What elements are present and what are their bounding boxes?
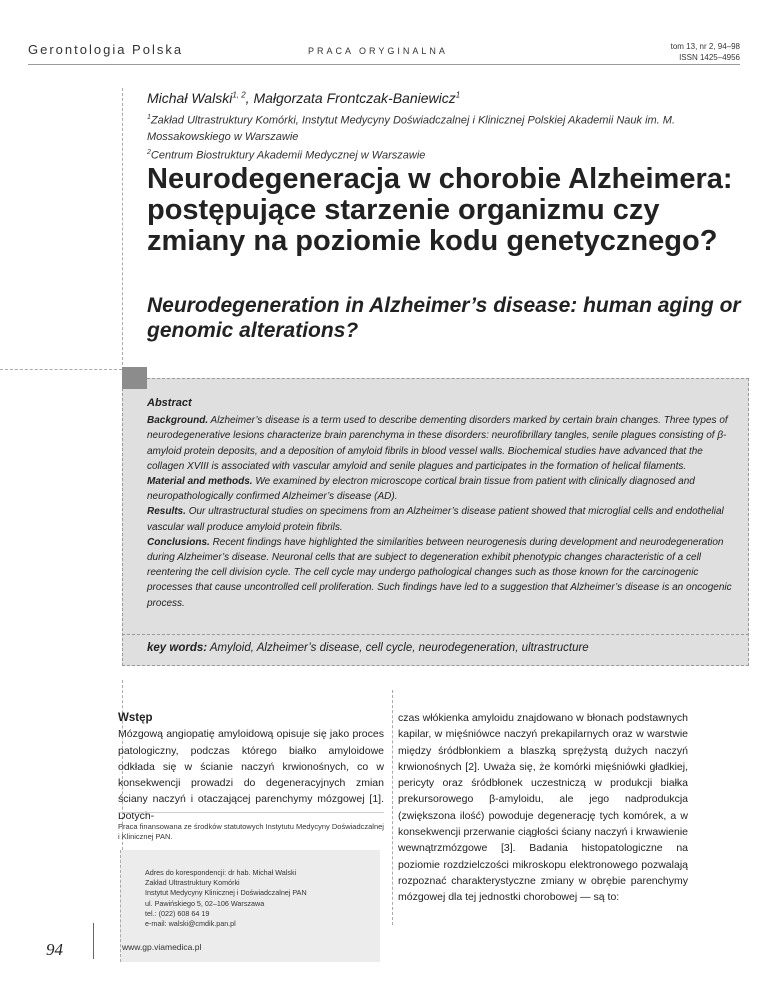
abstract-content <box>147 396 742 611</box>
affiliation-1-text: Zakład Ultrastruktury Komórki, Instytut Medycyny Doświadczalnej i Klinicznej Polskiej Akademii Nauk im. M. Mossakowskiego w Warszawie <box>147 114 676 143</box>
methods-label: Material and methods. <box>147 476 253 488</box>
intro-heading: Wstęp <box>118 712 153 724</box>
page-number: 94 <box>46 940 63 959</box>
address-email: e-mail: walski@cmdik.pan.pl <box>145 919 236 929</box>
funding-rule <box>118 812 384 813</box>
results-label: Results. <box>147 506 186 518</box>
volume-issue-pages: tom 13, nr 2, 94–98 <box>670 42 740 51</box>
keywords-divider <box>122 634 749 635</box>
affiliations <box>147 110 747 163</box>
results-text: Our ultrastructural studies on specimens from an Alzheimer’s disease patient showed that microglial cells and endothelial vascular wall produce amyloid protein fibrils. <box>147 506 724 533</box>
correspondence-address <box>145 868 375 929</box>
affiliation-1 <box>147 110 747 145</box>
keywords-text: Amyloid, Alzheimer’s disease, cell cycle, neurodegeneration, ultrastructure <box>209 642 589 654</box>
address-line: Instytut Medycyny Klinicznej i Doświadczalnej PAN <box>145 888 307 898</box>
author-2-affil: 1 <box>455 90 461 100</box>
abstract-heading: Abstract <box>147 397 192 409</box>
keywords-label: key words: <box>147 642 208 654</box>
journal-name: Gerontologia Polska <box>28 42 184 57</box>
conclusions-label: Conclusions. <box>147 536 210 548</box>
affiliation-1-num: 1 <box>147 114 151 121</box>
address-line: Zakład Ultrastruktury Komórki <box>145 878 240 888</box>
keywords <box>147 642 742 654</box>
conclusions-text: Recent findings have highlighted the similarities between neurogenesis during development and neurodegeneration during Alzheimer’s disease. Neuronal cells that are subject to degeneration exhibit phenotypic changes characteristic of a cell reentering the cell division cycle. The cell cycle may undergo pathological changes such as those known for the carcinogenic processes that cause uncontrolled cell proliferation. Such findings have led to a suggestion that Alzheimer’s disease is an oncogenic process. <box>147 536 732 609</box>
author-1-affil: 1, 2 <box>232 90 246 100</box>
title-polish: Neurodegeneracja w chorobie Alzheimera: postępujące starzenie organizmu czy zmiany na poziomie kodu genetycznego? <box>147 163 733 257</box>
journal-url: www.gp.viamedica.pl <box>122 942 202 952</box>
left-guide-line <box>122 88 123 370</box>
section-divider <box>0 369 122 370</box>
column-guide-line <box>392 690 393 925</box>
author-2: Małgorzata Frontczak-Baniewicz <box>253 90 456 106</box>
author-1: Michał Walski <box>147 90 233 106</box>
header-rule <box>28 64 740 65</box>
body-column-1 <box>118 710 384 824</box>
affiliation-2-num: 2 <box>147 148 151 156</box>
title-english: Neurodegeneration in Alzheimer’s disease: human aging or genomic alterations? <box>147 294 741 342</box>
affiliation-2-text: Centrum Biostruktury Akademii Medycznej w Warszawie <box>150 149 426 162</box>
address-line: tel.: (022) 608 64 19 <box>145 908 210 918</box>
footer-rule <box>93 923 94 959</box>
address-line: Adres do korespondencji: dr hab. Michał Walski <box>145 868 297 877</box>
abstract-marker <box>122 367 147 389</box>
author-separator: , <box>245 90 254 106</box>
author-list <box>147 90 460 106</box>
background-text: Alzheimer’s disease is a term used to describe dementing disorders marked by certain brain changes. Three types of neurodegenerative lesions characterize brain parenchyma in these disorders: neurofibrillary tangles, senile plagues consisting of β-amyloid protein deposits, and a deposition of amyloid fibrils in blood vessel walls. Biochemical studies have advanced that the collagen XVIII is associated with vascular amyloid and senile plagues and participates in the formation of helical filaments. <box>147 415 728 472</box>
affiliation-2 <box>147 145 747 164</box>
address-line: ul. Pawińskiego 5, 02–106 Warszawa <box>145 898 265 908</box>
background-label: Background. <box>147 415 209 427</box>
issn: ISSN 1425–4956 <box>679 53 740 62</box>
body-column-2: czas włókienka amyloidu znajdowano w błonach podstawnych kapilar, w mięśniówce naczyń prekapilarnych oraz w warstwie między śródbłonkiem a blaszką sprężystą dużych naczyń krwionośnych [2]. Uważa się, że komórki mięśniówki gładkiej, pericyty oraz śródbłonek uczestniczą w produkcji białka prekursorowego β-amyloidu, ale jego nadprodukcja (zwiększona ilość) powoduje degenerację tych komórek, a w konsekwencji przerwanie ciągłości ściany naczyń i krwawienie wewnątrzmózgowe [3]. Badania histopatologiczne na poziomie rozdzielczości mikroskopu elektronowego pozwalają rozpoznać charakterystyczne zmiany w obrębie parenchymy mózgowej dla tej jednostki chorobowej — są to: <box>398 712 688 904</box>
article-type: PRACA ORYGINALNA <box>308 46 448 56</box>
funding-note: Praca finansowana ze środków statutowych Instytutu Medycyny Doświadczalnej i Klinicznej PAN. <box>118 822 384 841</box>
methods-text: We examined by electron microscope cortical brain tissue from patient with clinically diagnosed and neuropathologically confirmed Alzheimer’s disease (AD). <box>147 476 695 503</box>
volume-info <box>671 41 740 63</box>
intro-text: Mózgową angiopatię amyloidową opisuje się jako proces patologiczny, podczas którego białko amyloidowe odkłada się w ścianie naczyń krwionośnych, co w konsekwencji prowadzi do degeneracyjnych zmian ściany naczyń i otaczającej parenchymy mózgowej [1]. Dotych- <box>118 728 384 822</box>
